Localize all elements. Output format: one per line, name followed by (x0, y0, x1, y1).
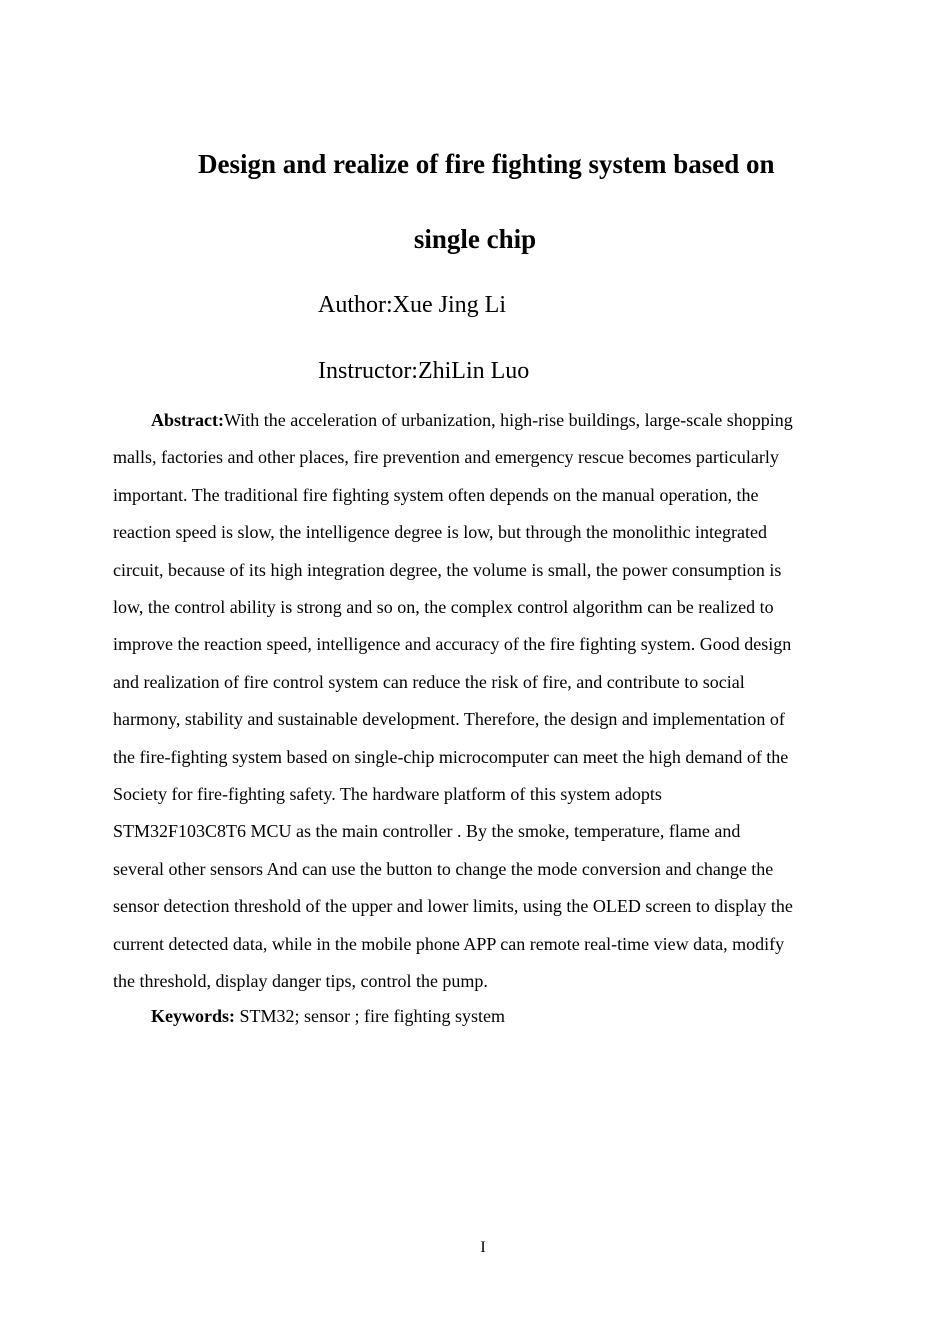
keywords-text: STM32; sensor ; fire fighting system (235, 1006, 505, 1026)
abstract-line: sensor detection threshold of the upper and lower limits, using the OLED screen to display the (113, 896, 793, 917)
abstract-label: Abstract: (151, 410, 224, 430)
page-number: I (480, 1239, 486, 1256)
abstract-line: reaction speed is slow, the intelligence degree is low, but through the monolithic integrated (113, 522, 767, 543)
paper-title-line-1: Design and realize of fire fighting system based on (198, 149, 775, 179)
abstract-line: and realization of fire control system can reduce the risk of fire, and contribute to social (113, 671, 745, 692)
abstract-line (113, 402, 841, 439)
abstract-line: improve the reaction speed, intelligence and accuracy of the fire fighting system. Good design (113, 634, 792, 655)
keywords-label: Keywords: (151, 1006, 235, 1026)
abstract-line: circuit, because of its high integration degree, the volume is small, the power consumption is (113, 559, 782, 580)
paper-title-line-2: single chip (413, 224, 537, 254)
abstract-paragraph (113, 402, 841, 1001)
abstract-line: the fire-fighting system based on single-chip microcomputer can meet the high demand of the (113, 746, 789, 767)
abstract-line: STM32F103C8T6 MCU as the main controller . By the smoke, temperature, flame and (113, 821, 741, 842)
abstract-line: Society for fire-fighting safety. The hardware platform of this system adopts (113, 784, 662, 805)
keywords-line (151, 1002, 505, 1030)
abstract-line: harmony, stability and sustainable development. Therefore, the design and implementation of (113, 709, 785, 730)
abstract-line: the threshold, display danger tips, control the pump. (113, 971, 488, 992)
abstract-line: low, the control ability is strong and so on, the complex control algorithm can be realized to (113, 597, 774, 618)
abstract-line: important. The traditional fire fighting system often depends on the manual operation, the (113, 484, 759, 505)
abstract-line: malls, factories and other places, fire prevention and emergency rescue becomes particularly (113, 447, 779, 468)
instructor-line: Instructor:ZhiLin Luo (318, 358, 530, 384)
abstract-line: current detected data, while in the mobile phone APP can remote real-time view data, modify (113, 933, 785, 954)
author-line: Author:Xue Jing Li (318, 292, 506, 318)
abstract-line: several other sensors And can use the button to change the mode conversion and change the (113, 858, 774, 879)
abstract-text: With the acceleration of urbanization, high-rise buildings, large-scale shopping (223, 410, 793, 430)
